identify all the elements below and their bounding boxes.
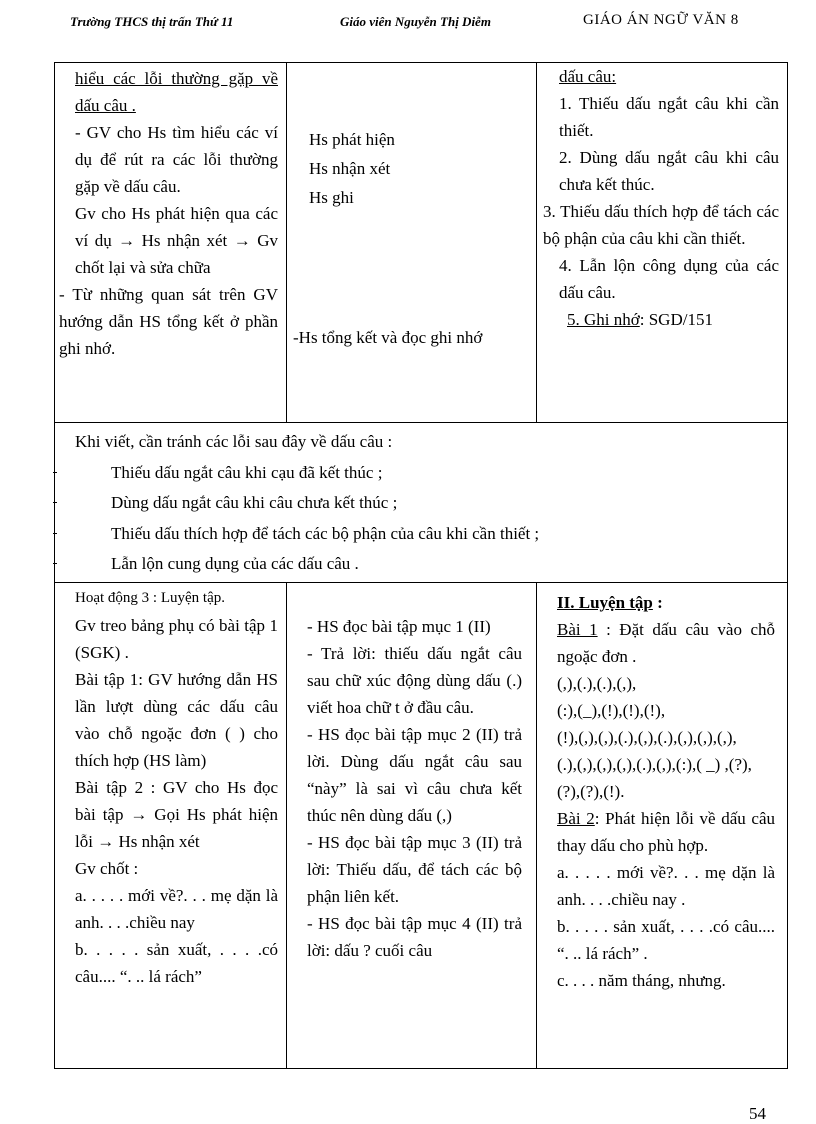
punctuation-answers: (?),(?),(!). [557,781,625,801]
list-item: 3. Thiếu dấu thích hợp để tách các bộ phận của câu khi cần thiết. [543,202,779,248]
header-school: Trường THCS thị trấn Thứ 11 [70,14,234,29]
list-item: 1. Thiếu dấu ngắt câu khi cần thiết. [559,94,779,140]
table-row [55,582,788,1068]
summary-cell [55,423,788,583]
exercise-2: Bài 2: Phát hiện lỗi về dấu câu thay dấu cho phù hợp. [557,808,776,855]
list-item: 4. Lẫn lộn công dụng của các dấu câu. [559,256,779,302]
list-item: Thiếu dấu thích hợp để tách các bộ phận của câu khi cần thiết ; [75,519,787,550]
student-line: Hs nhận xét [309,159,391,178]
paragraph: Gv chốt : [75,858,139,878]
paragraph: - Trả lời: thiếu dấu ngắt câu sau chữ xúc động dùng dấu (.) viết hoa chữ t ở đầu câu. [307,643,522,717]
table-row [55,423,788,583]
table-row [55,63,788,423]
paragraph: b. . . . . sản xuất, . . . .có câu.... “. .. lá rách” [75,939,278,986]
punctuation-answers: (.),(,),(,),(,),(.),(,),(:),( _) ,(?), [557,754,752,774]
punctuation-answers: (:),(_),(!),(!),(!), [557,700,666,720]
paragraph: Bài tập 2 : GV cho Hs đọc bài tập → Gọi Hs phát hiện lỗi → Hs nhận xét [75,777,278,851]
student-activity-cell [287,63,537,423]
punctuation-answers: (,),(.),(.),(,), [557,673,637,693]
exercise-1: Bài 1 : Đặt dấu câu vào chỗ ngoặc đơn . [557,619,775,666]
teacher-activity-cell [55,63,287,423]
paragraph: - HS đọc bài tập mục 1 (II) [307,616,491,636]
list-item: 2. Dùng dấu ngắt câu khi câu chưa kết thúc. [559,148,779,194]
page-number: 54 [749,1104,766,1123]
punctuation-answers: (!),(,),(,),(.),(,),(.),(,),(,),(,), [557,727,737,747]
paragraph: - GV cho Hs tìm hiểu các ví dụ để rút ra các lỗi thường gặp về dấu câu. [75,123,278,196]
header-subject: GIÁO ÁN NGỮ VĂN 8 [583,12,739,28]
answer-c: c. . . . năm tháng, nhưng. [557,970,726,990]
student-line: -Hs tổng kết và đọc ghi nhớ [293,328,483,347]
student-line: Hs phát hiện [309,130,395,149]
content-cell [537,582,788,1068]
list-item: Dùng dấu ngắt câu khi câu chưa kết thúc ; [75,488,787,519]
answer-b: b. . . . . sản xuất, . . . .có câu.... “. .. lá rách” . [557,916,775,963]
student-activity-cell [287,582,537,1068]
content-cell [537,63,788,423]
header-teacher: Giáo viên Nguyễn Thị Diễm [340,14,491,29]
student-line: Hs ghi [309,188,354,207]
lesson-table [54,62,788,1069]
section-heading: hiểu các lỗi thường gặp về dấu câu . [75,69,278,115]
summary-intro: Khi viết, cần tránh các lỗi sau đây về dấu câu : [75,432,393,451]
paragraph: Bài tập 1: GV hướng dẫn HS lần lượt dùng các dấu câu vào chỗ ngoặc đơn ( ) cho thích hợp (HS làm) [75,669,278,770]
section-heading: dấu câu: [559,67,617,86]
activity-heading: Hoạt động 3 : Luyện tập. [75,589,225,606]
paragraph: - HS đọc bài tập mục 2 (II) trả lời. Dùng dấu ngắt câu sau “này” là sai vì câu chưa kết thúc nên dùng dấu (,) [307,724,522,825]
paragraph: - HS đọc bài tập mục 4 (II) trả lời: dấu ? cuối câu [307,913,522,960]
teacher-activity-cell [55,582,287,1068]
section-heading: II. Luyện tập : [557,592,663,612]
paragraph: Gv cho Hs phát hiện qua các ví dụ → Hs nhận xét → Gv chốt lại và sửa chữa [75,204,278,277]
list-item: Lẫn lộn cung dụng của các dấu câu . [75,549,787,580]
list-item: Thiếu dấu ngắt câu khi cạu đã kết thúc ; [75,458,787,489]
answer-a: a. . . . . mới về?. . . mẹ dặn là anh. . . .chiều nay . [557,862,775,909]
paragraph: - HS đọc bài tập mục 3 (II) trả lời: Thiếu dấu, để tách các bộ phận liên kết. [307,832,522,906]
paragraph: Gv treo bảng phụ có bài tập 1 (SGK) . [75,615,278,662]
paragraph: - Từ những quan sát trên GV hướng dẫn HS tổng kết ở phần ghi nhớ. [59,285,278,358]
list-item: 5. Ghi nhớ: SGD/151 [567,310,713,329]
paragraph: a. . . . . mới về?. . . mẹ dặn là anh. . . .chiều nay [75,885,278,932]
